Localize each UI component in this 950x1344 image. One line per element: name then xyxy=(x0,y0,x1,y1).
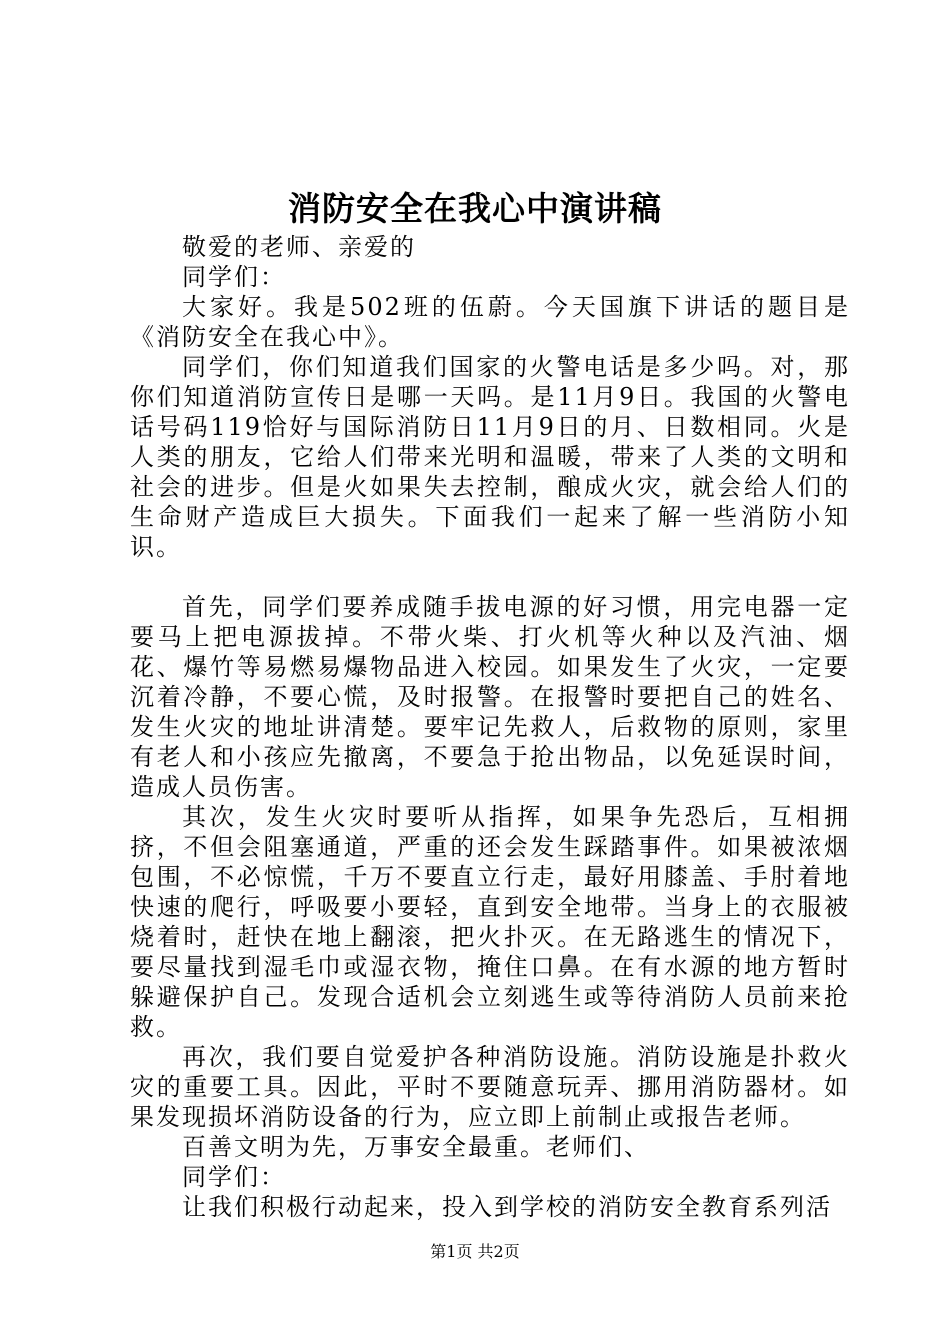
salutation-line-2: 同学们： xyxy=(182,263,286,291)
closing-line-2: 同学们： xyxy=(182,1163,286,1191)
page-number: 第1页 共2页 xyxy=(430,1242,520,1261)
closing-line-1: 百善文明为先，万事安全最重。老师们、 xyxy=(182,1133,650,1161)
closing-line-3: 让我们积极行动起来，投入到学校的消防安全教育系列活 xyxy=(182,1193,832,1221)
paragraph-intro: 同学们，你们知道我们国家的火警电话是多少吗。对，那你们知道消防宣传日是哪一天吗。是11月9日。我国的火警电话号码119恰好与国际消防日11月9日的月、日数相同。火是人类的朋友，它给人们带来光明和温暖，带来了人类的文明和社会的进步。但是火如果失去控制，酿成火灾，就会给人们的生命财产造成巨大损失。下面我们一起来了解一些消防小知识。 xyxy=(130,353,850,561)
document-body xyxy=(130,232,850,1222)
paragraph-greeting: 大家好。我是502班的伍蔚。今天国旗下讲话的题目是《消防安全在我心中》。 xyxy=(130,293,850,351)
document-title: 消防安全在我心中演讲稿 xyxy=(288,189,662,228)
paragraph-second: 其次，发生火灾时要听从指挥，如果争先恐后，互相拥挤，不但会阻塞通道，严重的还会发生踩踏事件。如果被浓烟包围，不必惊慌，千万不要直立行走，最好用膝盖、手肘着地快速的爬行，呼吸要小要轻，直到安全地带。当身上的衣服被烧着时，赶快在地上翻滚，把火扑灭。在无路逃生的情况下，要尽量找到湿毛巾或湿衣物，掩住口鼻。在有水源的地方暂时躲避保护自己。发现合适机会立刻逃生或等待消防人员前来抢救。 xyxy=(130,803,850,1041)
paragraph-first: 首先，同学们要养成随手拔电源的好习惯，用完电器一定要马上把电源拔掉。不带火柴、打火机等火种以及汽油、烟花、爆竹等易燃易爆物品进入校园。如果发生了火灾，一定要沉着冷静，不要心慌，及时报警。在报警时要把自己的姓名、发生火灾的地址讲清楚。要牢记先救人，后救物的原则，家里有老人和小孩应先撤离，不要急于抢出物品，以免延误时间，造成人员伤害。 xyxy=(130,593,850,801)
paragraph-third: 再次，我们要自觉爱护各种消防设施。消防设施是扑救火灾的重要工具。因此，平时不要随意玩弄、挪用消防器材。如果发现损坏消防设备的行为，应立即上前制止或报告老师。 xyxy=(130,1043,850,1131)
salutation-line-1: 敬爱的老师、亲爱的 xyxy=(182,233,416,261)
